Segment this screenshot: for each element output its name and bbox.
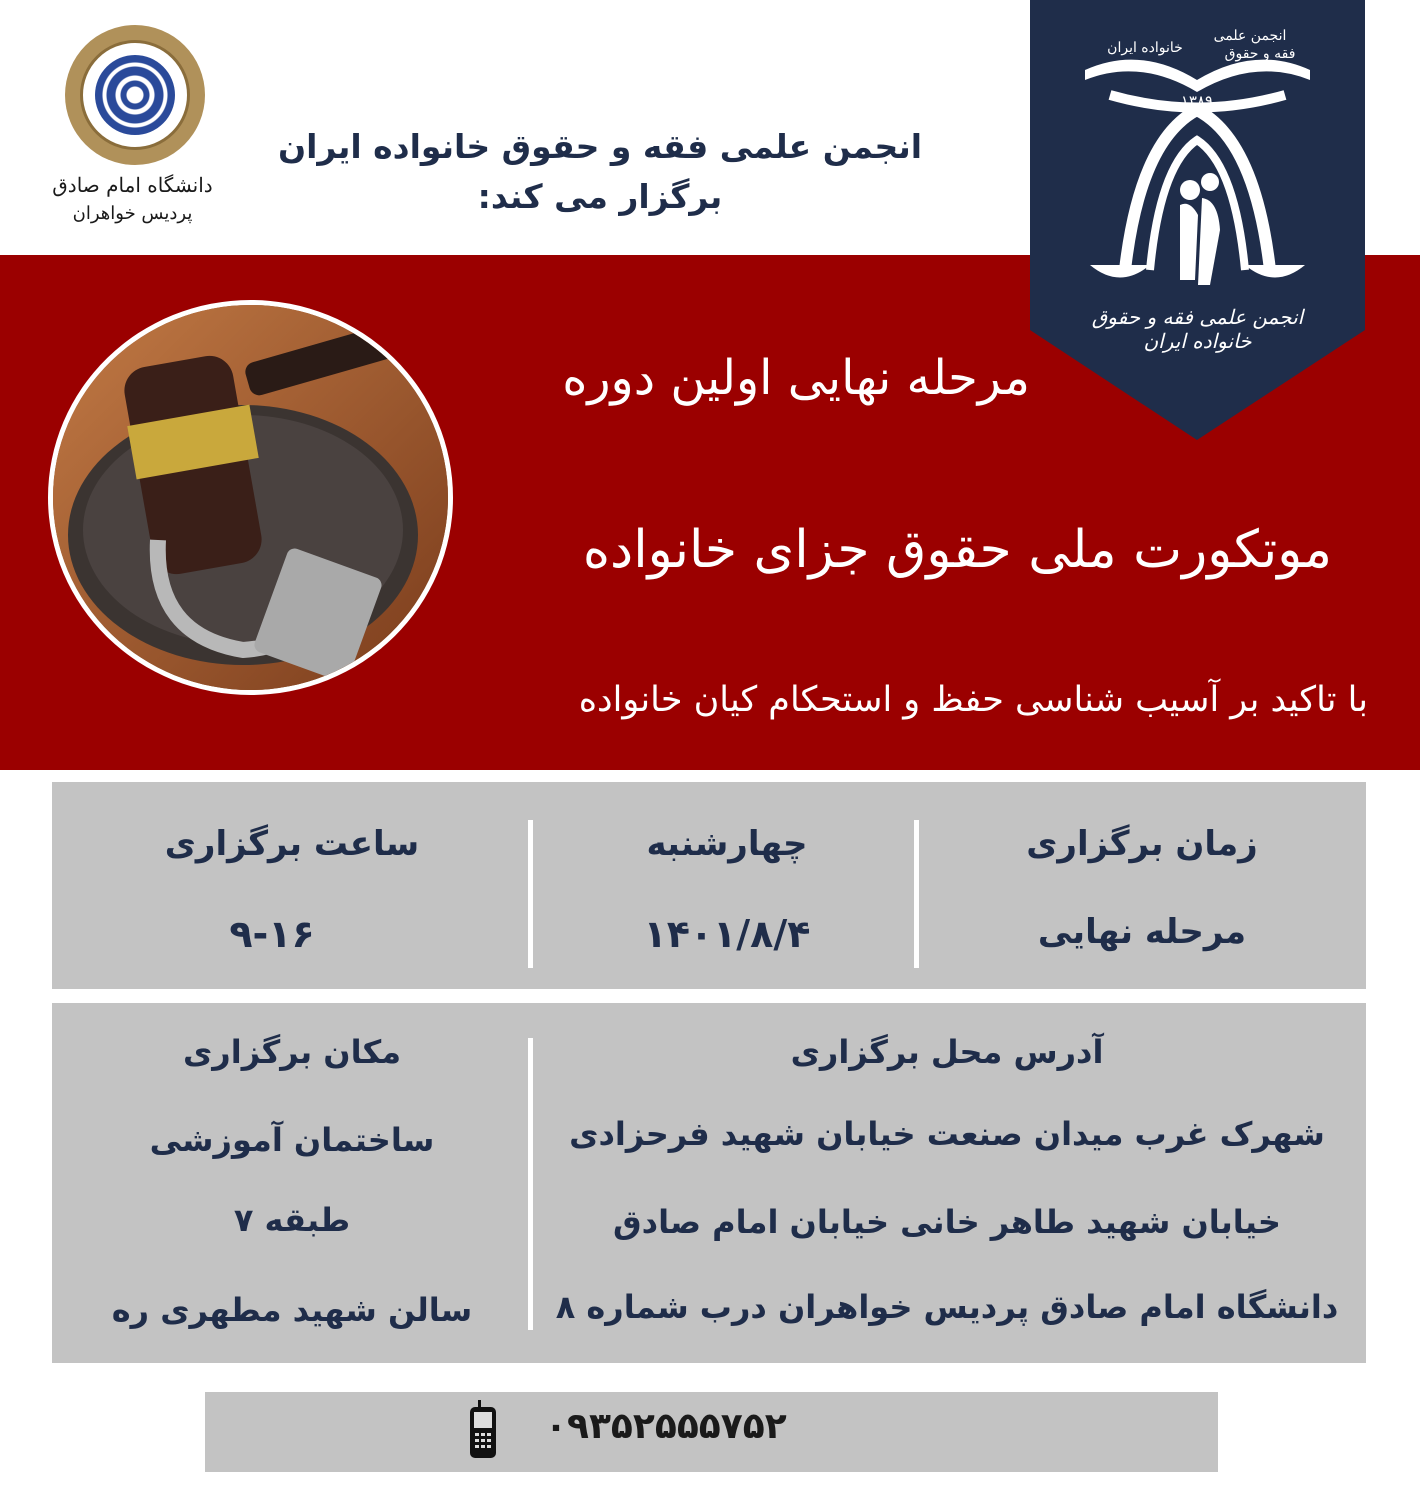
time-label: زمان برگزاری	[1026, 824, 1258, 864]
hour-value: ۹-۱۶	[229, 912, 315, 956]
place-line: ساختمان آموزشی	[149, 1121, 435, 1159]
campus-name: پردیس خواهران	[72, 203, 193, 224]
place-label: مکان برگزاری	[182, 1033, 402, 1071]
shield-top-text-1: انجمن علمی	[1213, 28, 1287, 44]
shield-top-text-3: خانواده ایران	[1107, 40, 1183, 56]
address-line: دانشگاه امام صادق پردیس خواهران درب شماره ۸	[555, 1288, 1339, 1326]
place-line: طبقه ۷	[233, 1201, 351, 1239]
time-value: مرحله نهایی	[1037, 912, 1247, 952]
university-logo	[40, 25, 225, 240]
day-label: چهارشنبه	[646, 824, 808, 864]
contact-strip	[205, 1392, 1218, 1472]
schedule-box	[52, 782, 1366, 989]
mobile-phone-icon	[468, 1400, 498, 1460]
university-name: دانشگاه امام صادق	[52, 173, 213, 197]
divider	[528, 1038, 533, 1330]
shield-year: ۱۳۸۹	[1180, 92, 1214, 110]
phone-number[interactable]: ۰۹۳۵۲۵۵۵۷۵۲	[545, 1406, 787, 1447]
association-logo	[1030, 0, 1365, 440]
rosette-emblem	[95, 55, 175, 135]
organizer-name: انجمن علمی فقه و حقوق خانواده ایران	[277, 127, 923, 166]
place-line: سالن شهید مطهری ره	[111, 1291, 473, 1329]
address-label: آدرس محل برگزاری	[790, 1033, 1104, 1071]
organizer-hosts: برگزار می کند:	[477, 177, 723, 216]
divider	[914, 820, 919, 968]
hour-label: ساعت برگزاری	[164, 824, 420, 864]
date-value: ۱۴۰۱/۸/۴	[643, 912, 811, 956]
university-seal	[65, 25, 205, 165]
shield-bottom-text: انجمن علمی فقه و حقوق خانواده ایران	[1091, 305, 1304, 353]
event-title-line1: مرحله نهایی اولین دوره	[562, 350, 1030, 406]
event-subtitle: با تاکید بر آسیب شناسی حفظ و استحکام کیان خانواده	[578, 680, 1368, 720]
venue-box	[52, 1003, 1366, 1363]
gavel-handcuffs-photo	[48, 300, 453, 695]
organizer-heading	[230, 122, 970, 222]
event-title-line2: موتکورت ملی حقوق جزای خانواده	[582, 520, 1332, 580]
shield-top-text-2: فقه و حقوق	[1224, 46, 1296, 62]
address-line: خیابان شهید طاهر خانی خیابان امام صادق	[613, 1203, 1281, 1241]
address-line: شهرک غرب میدان صنعت خیابان شهید فرحزادی	[569, 1115, 1325, 1153]
